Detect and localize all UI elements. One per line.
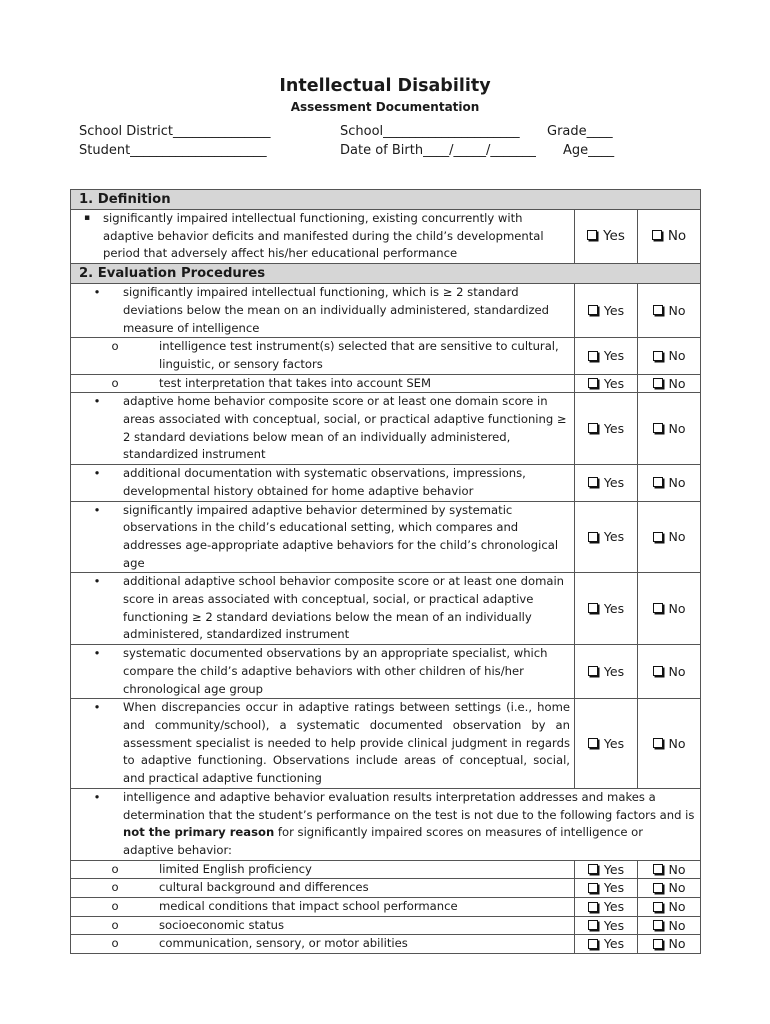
no-checkbox[interactable]: No	[638, 338, 701, 374]
yes-checkbox[interactable]: Yes	[575, 898, 638, 917]
square-bullet-icon: ▪	[83, 213, 91, 223]
factor-text: limited English proficiency	[159, 861, 312, 876]
table-row	[71, 374, 701, 393]
factor-text: medical conditions that impact school performance	[159, 899, 458, 914]
checkbox-icon	[587, 230, 597, 240]
no-checkbox[interactable]: No	[638, 935, 701, 954]
yes-checkbox[interactable]: Yes	[575, 916, 638, 935]
table-row	[71, 501, 701, 573]
factors-intro: intelligence and adaptive behavior evaluation results interpretation addresses and makes a determination that the student’s performance on the test is not due to the following factors and is not the primary reason for significantly impaired scores on measures of intelligence or adaptive behavior:	[123, 789, 695, 857]
school-field[interactable]: School_____________________	[340, 124, 520, 139]
circle-bullet-icon: o	[111, 339, 119, 354]
checkbox-icon	[653, 738, 663, 748]
bullet-icon: •	[93, 789, 101, 804]
circle-bullet-icon: o	[111, 917, 119, 932]
no-checkbox[interactable]: No	[638, 860, 701, 879]
checkbox-icon	[653, 532, 663, 542]
checkbox-icon	[588, 939, 598, 949]
checkbox-icon	[588, 902, 598, 912]
no-checkbox[interactable]: No	[638, 284, 701, 338]
bullet-icon: •	[93, 502, 101, 517]
checkbox-icon	[588, 738, 598, 748]
yes-checkbox[interactable]: Yes	[575, 501, 638, 573]
checkbox-icon	[653, 902, 663, 912]
emphasis-text: not the primary reason	[123, 825, 275, 840]
no-checkbox[interactable]: No	[638, 898, 701, 917]
checkbox-icon	[653, 305, 663, 315]
no-checkbox[interactable]: No	[638, 879, 701, 898]
item-text: When discrepancies occur in adaptive ratings between settings (i.e., home and community/school), a systematic documented observation by an assessment specialist is needed to help provide clinical judgment in regards to adaptive functioning. Observations include areas of conceptual, social, and practical adaptive functioning	[123, 700, 570, 786]
checkbox-icon	[588, 666, 598, 676]
table-row	[71, 645, 701, 699]
checkbox-icon	[588, 603, 598, 613]
checkbox-icon	[653, 939, 663, 949]
yes-checkbox[interactable]: Yes	[575, 393, 638, 465]
bullet-icon: •	[93, 394, 101, 409]
document-subtitle: Assessment Documentation	[290, 100, 480, 114]
yes-checkbox[interactable]: Yes	[575, 338, 638, 374]
no-checkbox[interactable]: No	[638, 573, 701, 645]
checkbox-icon	[588, 477, 598, 487]
table-row	[71, 699, 701, 789]
bullet-icon: •	[93, 285, 101, 300]
yes-checkbox[interactable]: Yes	[575, 860, 638, 879]
yes-checkbox[interactable]: Yes	[575, 465, 638, 501]
checkbox-icon	[653, 477, 663, 487]
table-row	[71, 393, 701, 465]
checkbox-icon	[653, 603, 663, 613]
item-text: significantly impaired intellectual functioning, existing concurrently with adaptive behavior deficits and manifested during the child’s developmental period that adversely affect his/her educational performance	[103, 211, 544, 261]
item-text: adaptive home behavior composite score or at least one domain score in areas associated with conceptual, social, or practical adaptive functioning ≥ 2 standard deviations below mean of an individually administered, standardized instrument	[123, 394, 567, 462]
checkbox-icon	[653, 920, 663, 930]
item-text: additional documentation with systematic observations, impressions, developmental history obtained for home adaptive behavior	[123, 466, 526, 498]
yes-checkbox[interactable]: Yes	[575, 374, 638, 393]
no-checkbox[interactable]: No	[638, 645, 701, 699]
table-row	[71, 284, 701, 338]
yes-checkbox[interactable]: Yes	[575, 879, 638, 898]
table-row	[71, 879, 701, 898]
yes-checkbox[interactable]: Yes	[575, 699, 638, 789]
yes-checkbox[interactable]: Yes	[575, 935, 638, 954]
table-row	[71, 860, 701, 879]
table-row	[71, 935, 701, 954]
bullet-icon: •	[93, 700, 101, 715]
factor-text: socioeconomic status	[159, 917, 285, 932]
item-text: test interpretation that takes into account SEM	[159, 375, 432, 390]
bullet-icon: •	[93, 466, 101, 481]
checkbox-icon	[653, 378, 663, 388]
circle-bullet-icon: o	[111, 936, 119, 951]
checkbox-icon	[588, 532, 598, 542]
section-title: 2. Evaluation Procedures	[71, 264, 701, 284]
item-text: additional adaptive school behavior composite score or at least one domain score in areas associated with conceptual, social, or practical adaptive functioning ≥ 2 standard deviations below the mean of an individually administered, standardized instrument	[123, 574, 565, 642]
section-header-definition	[71, 190, 701, 210]
circle-bullet-icon: o	[111, 861, 119, 876]
section-title: 1. Definition	[71, 190, 701, 210]
yes-checkbox[interactable]: Yes	[575, 645, 638, 699]
yes-checkbox[interactable]: Yes	[575, 284, 638, 338]
no-checkbox[interactable]: No	[638, 916, 701, 935]
checkbox-icon	[588, 378, 598, 388]
table-row	[71, 898, 701, 917]
document-title: Intellectual Disability	[279, 76, 491, 96]
yes-checkbox[interactable]: Yes	[575, 210, 638, 264]
no-checkbox[interactable]: No	[638, 374, 701, 393]
table-row	[71, 788, 701, 860]
yes-checkbox[interactable]: Yes	[575, 573, 638, 645]
checkbox-icon	[588, 423, 598, 433]
age-field[interactable]: Age____	[563, 143, 615, 158]
table-row	[71, 338, 701, 374]
date-of-birth-field[interactable]: Date of Birth____/_____/_______	[340, 143, 536, 158]
item-text: intelligence test instrument(s) selected that are sensitive to cultural, linguistic, or sensory factors	[159, 339, 559, 371]
circle-bullet-icon: o	[111, 375, 119, 390]
factor-text: communication, sensory, or motor abilities	[159, 936, 408, 951]
no-checkbox[interactable]: No	[638, 465, 701, 501]
checkbox-icon	[588, 883, 598, 893]
no-checkbox[interactable]: No	[638, 393, 701, 465]
no-checkbox[interactable]: No	[638, 501, 701, 573]
table-row	[71, 210, 701, 264]
checkbox-icon	[653, 666, 663, 676]
checkbox-icon	[653, 351, 663, 361]
checkbox-icon	[588, 305, 598, 315]
grade-field[interactable]: Grade____	[547, 124, 613, 139]
checkbox-icon	[652, 230, 662, 240]
item-text: systematic documented observations by an appropriate specialist, which compare the child’s adaptive behaviors with other children of his/her chronological age group	[123, 646, 548, 696]
checkbox-icon	[588, 920, 598, 930]
assessment-table	[70, 189, 701, 954]
student-field[interactable]: Student_____________________	[79, 143, 267, 158]
school-district-field[interactable]: School District_______________	[79, 124, 271, 139]
checkbox-icon	[653, 423, 663, 433]
no-checkbox[interactable]: No	[638, 210, 701, 264]
table-row	[71, 573, 701, 645]
circle-bullet-icon: o	[111, 899, 119, 914]
table-row	[71, 916, 701, 935]
checkbox-icon	[653, 864, 663, 874]
circle-bullet-icon: o	[111, 880, 119, 895]
table-row	[71, 465, 701, 501]
checkbox-icon	[588, 351, 598, 361]
item-text: significantly impaired intellectual functioning, which is ≥ 2 standard deviations below the mean on an individually administered, standardized measure of intelligence	[123, 285, 550, 335]
no-checkbox[interactable]: No	[638, 699, 701, 789]
item-text: significantly impaired adaptive behavior determined by systematic observations in the child’s educational setting, which compares and addresses age-appropriate adaptive behaviors for the child’s chronological age	[123, 502, 559, 570]
checkbox-icon	[588, 864, 598, 874]
bullet-icon: •	[93, 574, 101, 589]
factor-text: cultural background and differences	[159, 880, 369, 895]
checkbox-icon	[653, 883, 663, 893]
section-header-evaluation	[71, 264, 701, 284]
bullet-icon: •	[93, 646, 101, 661]
